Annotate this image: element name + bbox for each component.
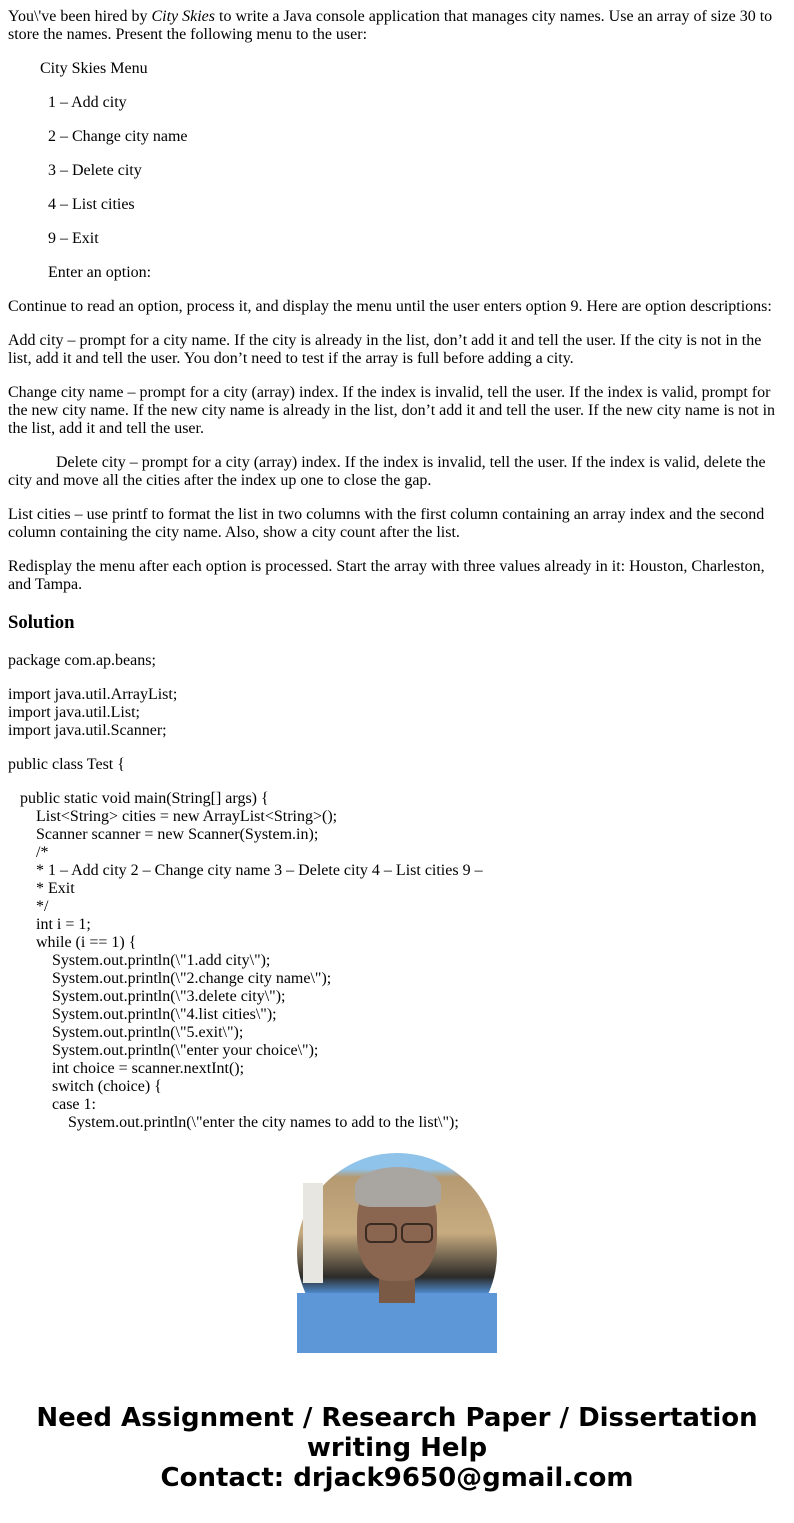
promo-banner [0, 1403, 794, 1493]
menu-item: 9 – Exit [48, 230, 99, 247]
code-line: int i = 1; [8, 916, 91, 933]
solution-heading: Solution [8, 612, 75, 633]
glasses-icon [401, 1223, 433, 1243]
code-line: Scanner scanner = new Scanner(System.in); [8, 826, 319, 843]
code-line: List<String> cities = new ArrayList<String>(); [8, 808, 338, 825]
menu-item: 4 – List cities [48, 196, 135, 213]
code-line: System.out.println(\"enter your choice\"); [8, 1042, 319, 1059]
menu-item: 3 – Delete city [48, 162, 142, 179]
code-line: import java.util.List; [8, 704, 140, 721]
code-spacer [8, 740, 786, 756]
code-line: case 1: [8, 1096, 96, 1113]
question-section [8, 8, 786, 650]
code-spacer [8, 670, 786, 686]
code-line: public class Test { [8, 756, 125, 773]
description-paragraph: Continue to read an option, process it, and display the menu until the user enters option 9. Here are option descriptions: [8, 298, 772, 315]
redisplay-description: Redisplay the menu after each option is processed. Start the array with three values already in it: Houston, Charleston, and Tampa. [8, 558, 765, 593]
company-name: City Skies [151, 8, 216, 25]
code-line: System.out.println(\"5.exit\"); [8, 1024, 244, 1041]
intro-paragraph [8, 8, 786, 44]
code-line: switch (choice) { [8, 1078, 162, 1095]
avatar-background-detail [303, 1183, 323, 1283]
code-line: while (i == 1) { [8, 934, 137, 951]
code-block [8, 652, 786, 1132]
intro-text-rest: to write a Java console application that manages city names. Use an array of size 30 to store the names. Present the following menu to the user: [8, 8, 773, 43]
code-line: System.out.println(\"3.delete city\"); [8, 988, 286, 1005]
code-line: package com.ap.beans; [8, 652, 156, 669]
menu-item: 2 – Change city name [48, 128, 188, 145]
code-line: System.out.println(\"1.add city\"); [8, 952, 271, 969]
promo-line-1: Need Assignment / Research Paper / Dissertation [36, 1403, 758, 1433]
menu-item: 1 – Add city [48, 94, 127, 111]
code-line: import java.util.ArrayList; [8, 686, 178, 703]
avatar-hair [355, 1167, 441, 1207]
code-line: * 1 – Add city 2 – Change city name 3 – Delete city 4 – List cities 9 – [8, 862, 483, 879]
glasses-icon [365, 1223, 397, 1243]
code-line: /* [8, 844, 49, 861]
change-city-description: Change city name – prompt for a city (array) index. If the index is invalid, tell the user. If the index is valid, prompt for the new city name. If the new city name is already in the list, don’t add it and tell the user. If the new city name is not in the list, add it and tell the user. [8, 384, 776, 437]
code-line: System.out.println(\"4.list cities\"); [8, 1006, 277, 1023]
author-avatar [297, 1153, 497, 1353]
code-spacer [8, 774, 786, 790]
solution-code [8, 652, 786, 1131]
list-cities-description: List cities – use printf to format the list in two columns with the first column containing an array index and the second column containing the city name. Also, show a city count after the list. [8, 506, 765, 541]
code-line: int choice = scanner.nextInt(); [8, 1060, 245, 1077]
promo-line-2: writing Help [306, 1433, 488, 1463]
code-line: System.out.println(\"enter the city names to add to the list\"); [8, 1114, 459, 1131]
menu-title: City Skies Menu [40, 60, 148, 77]
code-line: * Exit [8, 880, 75, 897]
code-line: public static void main(String[] args) { [8, 790, 269, 807]
code-line: System.out.println(\"2.change city name\"); [8, 970, 332, 987]
code-line: import java.util.Scanner; [8, 722, 167, 739]
promo-contact: Contact: drjack9650@gmail.com [160, 1463, 634, 1493]
menu-prompt: Enter an option: [48, 264, 152, 281]
add-city-description: Add city – prompt for a city name. If the city is already in the list, don’t add it and tell the user. If the city is not in the list, add it and tell the user. You don’t need to test if the array is full before adding a city. [8, 332, 762, 367]
intro-text: You\'ve been hired by [8, 8, 152, 25]
code-line: */ [8, 898, 49, 915]
delete-city-description: Delete city – prompt for a city (array) index. If the index is invalid, tell the user. If the index is valid, delete the city and move all the cities after the index up one to close the gap. [8, 454, 766, 489]
